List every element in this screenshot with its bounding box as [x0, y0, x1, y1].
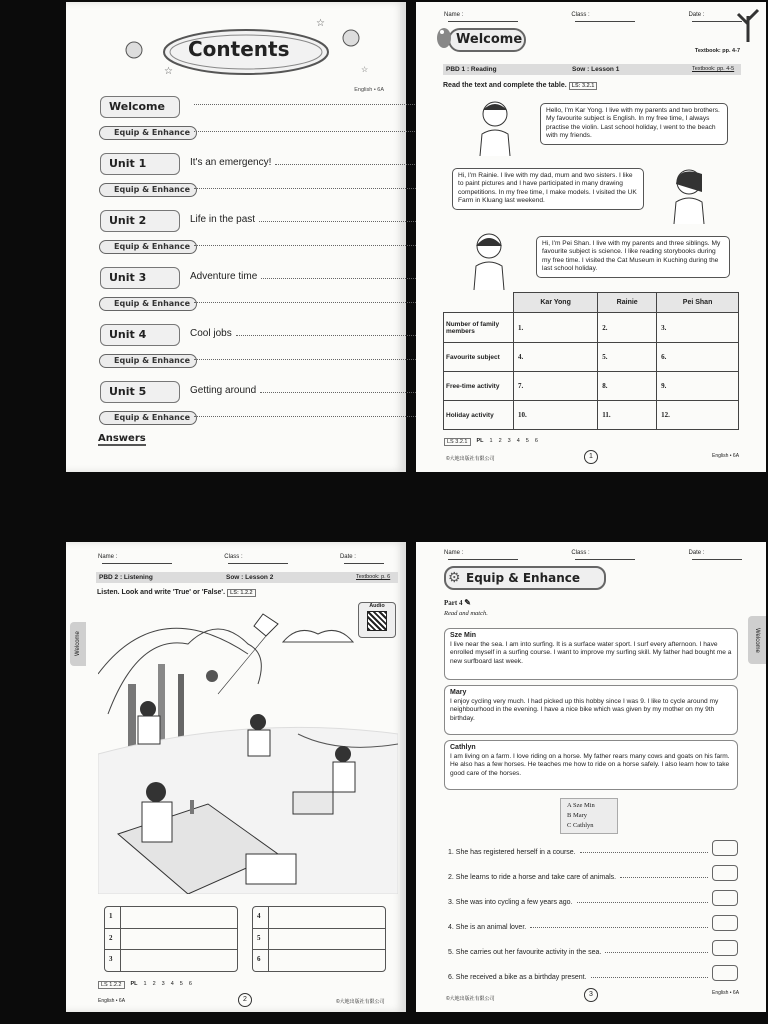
row-label: Free-time activity — [444, 372, 514, 401]
toc-label: Unit 1 — [109, 157, 147, 170]
paragraph-text: I enjoy cycling very much. I had picked up this hobby since I was 9. I like to cycle around my neighbourhood in the evening. I have a nice bike which was given by my mother on my 9th birthday. — [450, 697, 719, 722]
ls-tag: LS 1.2.2 — [98, 981, 125, 989]
toc-answers[interactable]: Answers — [98, 433, 146, 444]
equip-part — [444, 598, 471, 607]
row-label: Number of family members — [444, 313, 514, 343]
question-text: 4. She is an animal lover. — [448, 924, 527, 931]
answer-box[interactable] — [712, 890, 738, 906]
equip-gears-icon: ⚙ — [448, 569, 461, 585]
pl-level[interactable]: 4 — [516, 438, 520, 444]
listening-ls-footer — [98, 981, 192, 989]
toc-welcome-box[interactable] — [100, 96, 180, 118]
toc-row[interactable] — [190, 157, 430, 168]
question-text: 1. She has registered herself in a course. — [448, 849, 576, 856]
toc-label: Welcome — [109, 100, 165, 113]
welcome-side-tab — [70, 622, 86, 666]
side-tab-label: Welcome — [75, 631, 81, 657]
name-label: Name : — [444, 550, 464, 556]
paragraph-name: Sze Min — [450, 632, 477, 639]
pl-level[interactable]: 3 — [161, 981, 165, 987]
answer-num: 2 — [105, 929, 121, 950]
boy-karyong-icon — [470, 96, 520, 156]
paragraph-text: I am living on a farm. I love riding on a horse. My father rears many cows and goats on his farm. He also has a few horses. He teaches me how to ride on a horse safely. I also learn how to take good care of the horses. — [450, 752, 730, 777]
answer-row[interactable] — [253, 950, 385, 971]
table-col-header: Pei Shan — [657, 293, 739, 313]
answer-num: 1 — [105, 907, 121, 928]
answer-box[interactable] — [712, 940, 738, 956]
instruction-text: Listen. Look and write 'True' or 'False'. — [97, 589, 226, 596]
toc-label: Equip & Enhance — [114, 242, 191, 251]
paragraph-name: Cathlyn — [450, 744, 476, 751]
ls-tag: LS: 1.2.2 — [227, 589, 256, 597]
svg-text:☆: ☆ — [164, 66, 173, 77]
toc-topic: It's an emergency! — [190, 157, 272, 168]
table-col-header: Kar Yong — [514, 293, 598, 313]
pl-label: PL — [130, 981, 138, 987]
toc-label: Unit 3 — [109, 271, 147, 284]
ls-tag: LS: 3.2.1 — [569, 82, 598, 90]
table-row — [444, 372, 739, 401]
pl-level[interactable]: 1 — [489, 438, 493, 444]
question-text: 5. She carries out her favourite activity in the sea. — [448, 949, 602, 956]
part-label: Part 4 — [444, 599, 463, 607]
pl-level[interactable]: 2 — [152, 981, 156, 987]
welcome-title: Welcome — [456, 32, 523, 47]
listening-header — [98, 554, 398, 566]
table-col-header: Rainie — [598, 293, 657, 313]
pencil-icon: ✎ — [464, 598, 471, 607]
equip-side-tab — [748, 616, 766, 664]
ls-tag: LS 3.2.1 — [444, 438, 471, 446]
date-label: Date : — [339, 554, 356, 560]
welcome-instruction — [443, 82, 597, 89]
toc-label: Equip & Enhance — [114, 356, 191, 365]
answer-num: 3 — [105, 950, 121, 971]
toc-unit4-box[interactable] — [100, 324, 180, 346]
pl-level[interactable]: 6 — [188, 981, 192, 987]
toc-row[interactable] — [190, 385, 430, 396]
answer-cell[interactable]: 7. — [514, 372, 598, 401]
question-row — [448, 915, 738, 931]
pl-level[interactable]: 1 — [143, 981, 147, 987]
answer-num: 4 — [253, 907, 269, 928]
equip-english: English • 6A — [712, 990, 740, 996]
toc-unit2-box[interactable] — [100, 210, 180, 232]
pl-level[interactable]: 2 — [498, 438, 502, 444]
toc-topic: Getting around — [190, 385, 257, 396]
listening-pbd: PBD 2 : Listening — [99, 574, 153, 581]
toc-row[interactable] — [190, 239, 430, 249]
park-scene-illustration — [98, 604, 398, 894]
girl-rainie-icon — [664, 164, 714, 224]
toc-unit3-box[interactable] — [100, 267, 180, 289]
answer-cell[interactable]: 11. — [598, 401, 657, 430]
table-row — [444, 401, 739, 430]
toc-label: Unit 5 — [109, 385, 147, 398]
info-table — [443, 292, 739, 430]
answer-row[interactable] — [105, 950, 237, 971]
answer-row[interactable] — [253, 907, 385, 929]
welcome-pbd: PBD 1 : Reading — [446, 66, 497, 73]
question-text: 2. She learns to ride a horse and take care of animals. — [448, 874, 617, 881]
paragraph-text: I live near the sea. I am into surfing. It is a surface water sport. I surf every afternoon. I have enrolled myself in a surfing course. I want to improve my surfing skill. My father had bought me a new surfboard last week. — [450, 640, 732, 665]
answer-box-right — [252, 906, 386, 972]
toc-label: Equip & Enhance — [114, 299, 191, 308]
answer-row[interactable] — [253, 929, 385, 951]
welcome-english: English • 6A — [712, 453, 740, 459]
paragraph-name: Mary — [450, 689, 467, 696]
equip-instruction: Read and match. — [444, 610, 488, 617]
toc-label: Equip & Enhance — [114, 128, 191, 137]
paragraph-sze-min — [444, 628, 738, 680]
contents-subtitle: English • 6A — [354, 87, 384, 93]
speech-bubble-karyong: Hello, I'm Kar Yong. I live with my parents and two brothers. My favourite subject is English. In my free time, I always practise the violin. Last school holiday, I went to the beach with my friends. — [540, 103, 728, 145]
question-text: 6. She received a bike as a birthday present. — [448, 974, 587, 981]
toc-label: Equip & Enhance — [114, 413, 191, 422]
toc-topic: Cool jobs — [190, 328, 232, 339]
toc-row[interactable] — [190, 271, 430, 282]
name-label: Name : — [98, 554, 118, 560]
side-tab-label: Welcome — [754, 627, 760, 653]
equip-publisher: ©大地出版社有限公司 — [446, 996, 495, 1002]
listening-english: English • 6A — [98, 998, 126, 1004]
table-header-row — [444, 293, 739, 313]
toc-row[interactable] — [190, 410, 430, 420]
answer-cell[interactable]: 8. — [598, 372, 657, 401]
listening-page-number: 2 — [238, 993, 252, 1007]
answer-cell[interactable]: 3. — [657, 313, 739, 343]
paragraph-mary — [444, 685, 738, 735]
answer-num: 5 — [253, 929, 269, 950]
toc-label: Unit 2 — [109, 214, 147, 227]
class-label: Class : — [224, 554, 243, 560]
option-item: C Cathlyn — [567, 822, 594, 829]
question-row — [448, 865, 738, 881]
toc-topic: Adventure time — [190, 271, 258, 282]
answer-cell[interactable]: 5. — [598, 343, 657, 372]
toc-unit1-box[interactable] — [100, 153, 180, 175]
welcome-textbook2: Textbook: pp. 4-5 — [692, 66, 735, 72]
answer-cell[interactable]: 2. — [598, 313, 657, 343]
question-row — [448, 840, 738, 856]
option-item: A Sze Min — [567, 802, 595, 809]
paragraph-cathlyn — [444, 740, 738, 790]
class-label: Class : — [571, 550, 590, 556]
toc-row[interactable] — [190, 296, 430, 306]
date-label: Date : — [688, 12, 705, 18]
table-row — [444, 343, 739, 372]
toc-equip-bar[interactable] — [99, 297, 197, 311]
pl-label: PL — [476, 438, 484, 444]
welcome-ls-footer — [444, 438, 538, 446]
toc-topic: Life in the past — [190, 214, 256, 225]
toc-equip-bar[interactable] — [99, 126, 197, 140]
toc-label: Unit 4 — [109, 328, 147, 341]
answer-box[interactable] — [712, 965, 738, 981]
toc-row[interactable] — [190, 328, 430, 339]
welcome-publisher: ©大地出版社有限公司 — [446, 456, 495, 462]
listening-instruction — [97, 589, 256, 596]
listening-textbook: Textbook: p. 6 — [356, 574, 391, 580]
audio-label: Audio — [369, 603, 385, 609]
option-item: B Mary — [567, 812, 588, 819]
toc-label: Equip & Enhance — [114, 185, 191, 194]
girl-peishan-icon — [464, 228, 514, 290]
row-label: Holiday activity — [444, 401, 514, 430]
date-label: Date : — [688, 550, 705, 556]
contents-title: Contents — [188, 37, 290, 61]
answer-row[interactable] — [105, 929, 237, 951]
question-text: 3. She was into cycling a few years ago. — [448, 899, 573, 906]
pl-level[interactable]: 4 — [170, 981, 174, 987]
class-label: Class : — [571, 12, 590, 18]
listening-sow: Sow : Lesson 2 — [226, 574, 274, 581]
answer-cell[interactable]: 1. — [514, 313, 598, 343]
question-row — [448, 890, 738, 906]
question-row — [448, 940, 738, 956]
speech-bubble-rainie: Hi, I'm Rainie. I live with my dad, mum and two sisters. I like to paint pictures and I have participated in many drawing competitions. In my free time, I make models. I visited the UK Farm in Kluang last weekend. — [452, 168, 644, 210]
toc-row[interactable] — [190, 98, 430, 108]
toc-row[interactable] — [190, 182, 430, 192]
answer-cell[interactable]: 6. — [657, 343, 739, 372]
answer-cell[interactable]: 9. — [657, 372, 739, 401]
answer-cell[interactable]: 10. — [514, 401, 598, 430]
answer-cell[interactable]: 12. — [657, 401, 739, 430]
answer-row[interactable] — [105, 907, 237, 929]
name-label: Name : — [444, 12, 464, 18]
svg-text:☆: ☆ — [361, 65, 369, 74]
toc-equip-bar[interactable] — [99, 354, 197, 368]
toc-row[interactable] — [190, 125, 430, 135]
options-box — [560, 798, 618, 834]
answer-box[interactable] — [712, 840, 738, 856]
pl-level[interactable]: 5 — [179, 981, 183, 987]
toc-unit5-box[interactable] — [100, 381, 180, 403]
equip-title: Equip & Enhance — [466, 571, 581, 585]
svg-text:☆: ☆ — [316, 18, 325, 29]
row-label: Favourite subject — [444, 343, 514, 372]
answer-cell[interactable]: 4. — [514, 343, 598, 372]
toc-equip-bar[interactable] — [99, 183, 197, 197]
welcome-page-number: 1 — [584, 450, 598, 464]
toc-row[interactable] — [190, 353, 430, 363]
equip-page-number: 3 — [584, 988, 598, 1002]
answer-num: 6 — [253, 950, 269, 971]
welcome-header — [444, 12, 754, 24]
listening-publisher: ©大地出版社有限公司 — [336, 999, 385, 1005]
toc-equip-bar[interactable] — [99, 411, 197, 425]
speech-bubble-peishan: Hi, I'm Pei Shan. I live with my parents and three siblings. My favourite subject is science. I like reading storybooks during my free time. I visited the Cat Museum in Kuching during the last school holiday. — [536, 236, 730, 278]
toc-equip-bar[interactable] — [99, 240, 197, 254]
tree-icon — [718, 2, 766, 42]
welcome-sow: Sow : Lesson 1 — [572, 66, 620, 73]
parrot-icon — [432, 24, 456, 58]
answer-box[interactable] — [712, 865, 738, 881]
toc-row[interactable] — [190, 214, 430, 225]
instruction-text: Read the text and complete the table. — [443, 82, 567, 89]
question-row — [448, 965, 738, 981]
pl-level[interactable]: 6 — [534, 438, 538, 444]
table-row — [444, 313, 739, 343]
welcome-textbook: Textbook: pp. 4-7 — [694, 48, 740, 54]
pl-level[interactable]: 5 — [525, 438, 529, 444]
answer-box-left — [104, 906, 238, 972]
answer-box[interactable] — [712, 915, 738, 931]
equip-header — [444, 550, 754, 562]
pl-level[interactable]: 3 — [507, 438, 511, 444]
